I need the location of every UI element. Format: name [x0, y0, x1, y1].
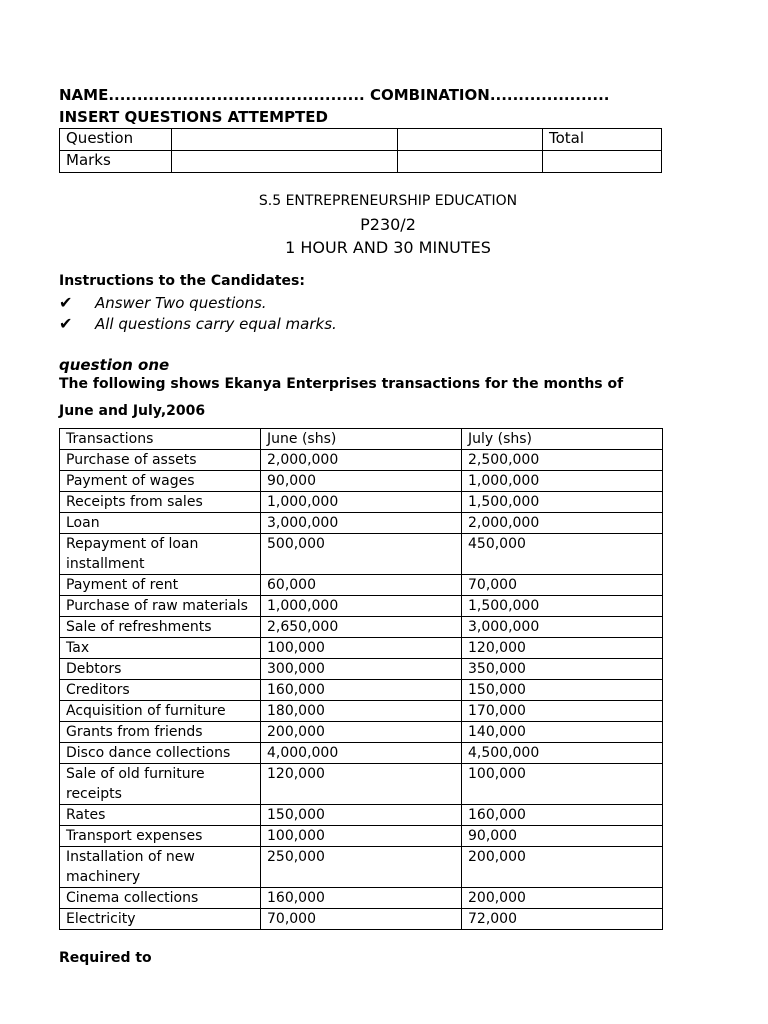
table-row: [60, 826, 663, 847]
june-amount-cell: 250,000: [261, 847, 462, 888]
june-amount-cell: 70,000: [261, 909, 462, 930]
transaction-name-cell: Sale of refreshments: [60, 617, 261, 638]
july-amount-cell: 100,000: [462, 764, 663, 805]
combination-field-label: COMBINATION.....................: [370, 86, 610, 104]
exam-subject: S.5 ENTREPRENEURSHIP EDUCATION: [258, 193, 518, 209]
july-amount-cell: 200,000: [462, 847, 663, 888]
instruction-text: All questions carry equal marks.: [95, 315, 337, 333]
table-row: [60, 492, 663, 513]
column-header: June (shs): [261, 429, 462, 450]
transaction-name-cell: Loan: [60, 513, 261, 534]
exam-paper-code: P230/2: [360, 215, 416, 234]
july-amount-cell: 1,500,000: [462, 492, 663, 513]
june-amount-cell: 150,000: [261, 805, 462, 826]
table-row: [60, 534, 663, 575]
name-combination-line: [59, 86, 609, 104]
table-row: [60, 513, 663, 534]
transactions-table: [59, 428, 663, 930]
transaction-name-cell: Cinema collections: [60, 888, 261, 909]
table-row: [60, 743, 663, 764]
july-amount-cell: 70,000: [462, 575, 663, 596]
july-amount-cell: 350,000: [462, 659, 663, 680]
instructions-heading: Instructions to the Candidates:: [59, 273, 305, 289]
transaction-name-cell: Creditors: [60, 680, 261, 701]
july-amount-cell: 200,000: [462, 888, 663, 909]
transaction-name-cell: Acquisition of furniture: [60, 701, 261, 722]
transaction-name-cell: Sale of old furniture receipts: [60, 764, 261, 805]
july-amount-cell: 90,000: [462, 826, 663, 847]
june-amount-cell: 100,000: [261, 638, 462, 659]
table-row: [60, 847, 663, 888]
july-amount-cell: 1,000,000: [462, 471, 663, 492]
question-label-cell: Question: [60, 129, 172, 151]
table-row: [60, 701, 663, 722]
transaction-name-cell: Purchase of raw materials: [60, 596, 261, 617]
question-cell: [172, 129, 398, 151]
column-header: Transactions: [60, 429, 261, 450]
total-label-cell: Total: [543, 129, 662, 151]
column-header: July (shs): [462, 429, 663, 450]
question-row: [60, 129, 662, 151]
july-amount-cell: 140,000: [462, 722, 663, 743]
july-amount-cell: 120,000: [462, 638, 663, 659]
instruction-text: Answer Two questions.: [95, 294, 267, 312]
june-amount-cell: 500,000: [261, 534, 462, 575]
transaction-name-cell: Repayment of loan installment: [60, 534, 261, 575]
june-amount-cell: 3,000,000: [261, 513, 462, 534]
table-row: [60, 450, 663, 471]
marks-cell: [398, 151, 543, 173]
transaction-name-cell: Payment of wages: [60, 471, 261, 492]
required-to-label: Required to: [59, 950, 152, 966]
june-amount-cell: 100,000: [261, 826, 462, 847]
transaction-name-cell: Receipts from sales: [60, 492, 261, 513]
questions-attempted-table: [59, 128, 662, 173]
transaction-name-cell: Tax: [60, 638, 261, 659]
checkmark-icon: ✔: [59, 293, 73, 312]
table-header-row: [60, 429, 663, 450]
checkmark-icon: ✔: [59, 314, 73, 333]
name-field-label: NAME.............................................: [59, 86, 365, 104]
july-amount-cell: 450,000: [462, 534, 663, 575]
july-amount-cell: 4,500,000: [462, 743, 663, 764]
july-amount-cell: 72,000: [462, 909, 663, 930]
table-row: [60, 764, 663, 805]
june-amount-cell: 300,000: [261, 659, 462, 680]
table-row: [60, 909, 663, 930]
table-row: [60, 617, 663, 638]
july-amount-cell: 3,000,000: [462, 617, 663, 638]
june-amount-cell: 60,000: [261, 575, 462, 596]
transaction-name-cell: Electricity: [60, 909, 261, 930]
july-amount-cell: 2,000,000: [462, 513, 663, 534]
table-row: [60, 659, 663, 680]
transaction-name-cell: Disco dance collections: [60, 743, 261, 764]
july-amount-cell: 150,000: [462, 680, 663, 701]
transaction-name-cell: Transport expenses: [60, 826, 261, 847]
transaction-name-cell: Payment of rent: [60, 575, 261, 596]
marks-cell: [172, 151, 398, 173]
june-amount-cell: 160,000: [261, 888, 462, 909]
question-cell: [398, 129, 543, 151]
question-one-title: question one: [59, 356, 170, 374]
table-row: [60, 680, 663, 701]
marks-row: [60, 151, 662, 173]
question-intro-line2: June and July,2006: [59, 403, 206, 419]
july-amount-cell: 160,000: [462, 805, 663, 826]
june-amount-cell: 90,000: [261, 471, 462, 492]
table-row: [60, 596, 663, 617]
exam-duration: 1 HOUR AND 30 MINUTES: [285, 238, 491, 257]
instruction-item: [59, 314, 337, 333]
june-amount-cell: 4,000,000: [261, 743, 462, 764]
insert-questions-heading: INSERT QUESTIONS ATTEMPTED: [59, 108, 328, 126]
instruction-item: [59, 293, 267, 312]
june-amount-cell: 200,000: [261, 722, 462, 743]
question-intro-line1: The following shows Ekanya Enterprises transactions for the months of: [59, 376, 624, 392]
table-row: [60, 722, 663, 743]
june-amount-cell: 2,650,000: [261, 617, 462, 638]
total-marks-cell: [543, 151, 662, 173]
july-amount-cell: 1,500,000: [462, 596, 663, 617]
june-amount-cell: 120,000: [261, 764, 462, 805]
july-amount-cell: 170,000: [462, 701, 663, 722]
table-row: [60, 471, 663, 492]
june-amount-cell: 2,000,000: [261, 450, 462, 471]
transaction-name-cell: Installation of new machinery: [60, 847, 261, 888]
table-row: [60, 888, 663, 909]
table-row: [60, 638, 663, 659]
transaction-name-cell: Grants from friends: [60, 722, 261, 743]
june-amount-cell: 1,000,000: [261, 492, 462, 513]
transaction-name-cell: Purchase of assets: [60, 450, 261, 471]
transaction-name-cell: Rates: [60, 805, 261, 826]
transaction-name-cell: Debtors: [60, 659, 261, 680]
marks-label-cell: Marks: [60, 151, 172, 173]
table-row: [60, 805, 663, 826]
table-row: [60, 575, 663, 596]
july-amount-cell: 2,500,000: [462, 450, 663, 471]
june-amount-cell: 1,000,000: [261, 596, 462, 617]
june-amount-cell: 160,000: [261, 680, 462, 701]
june-amount-cell: 180,000: [261, 701, 462, 722]
